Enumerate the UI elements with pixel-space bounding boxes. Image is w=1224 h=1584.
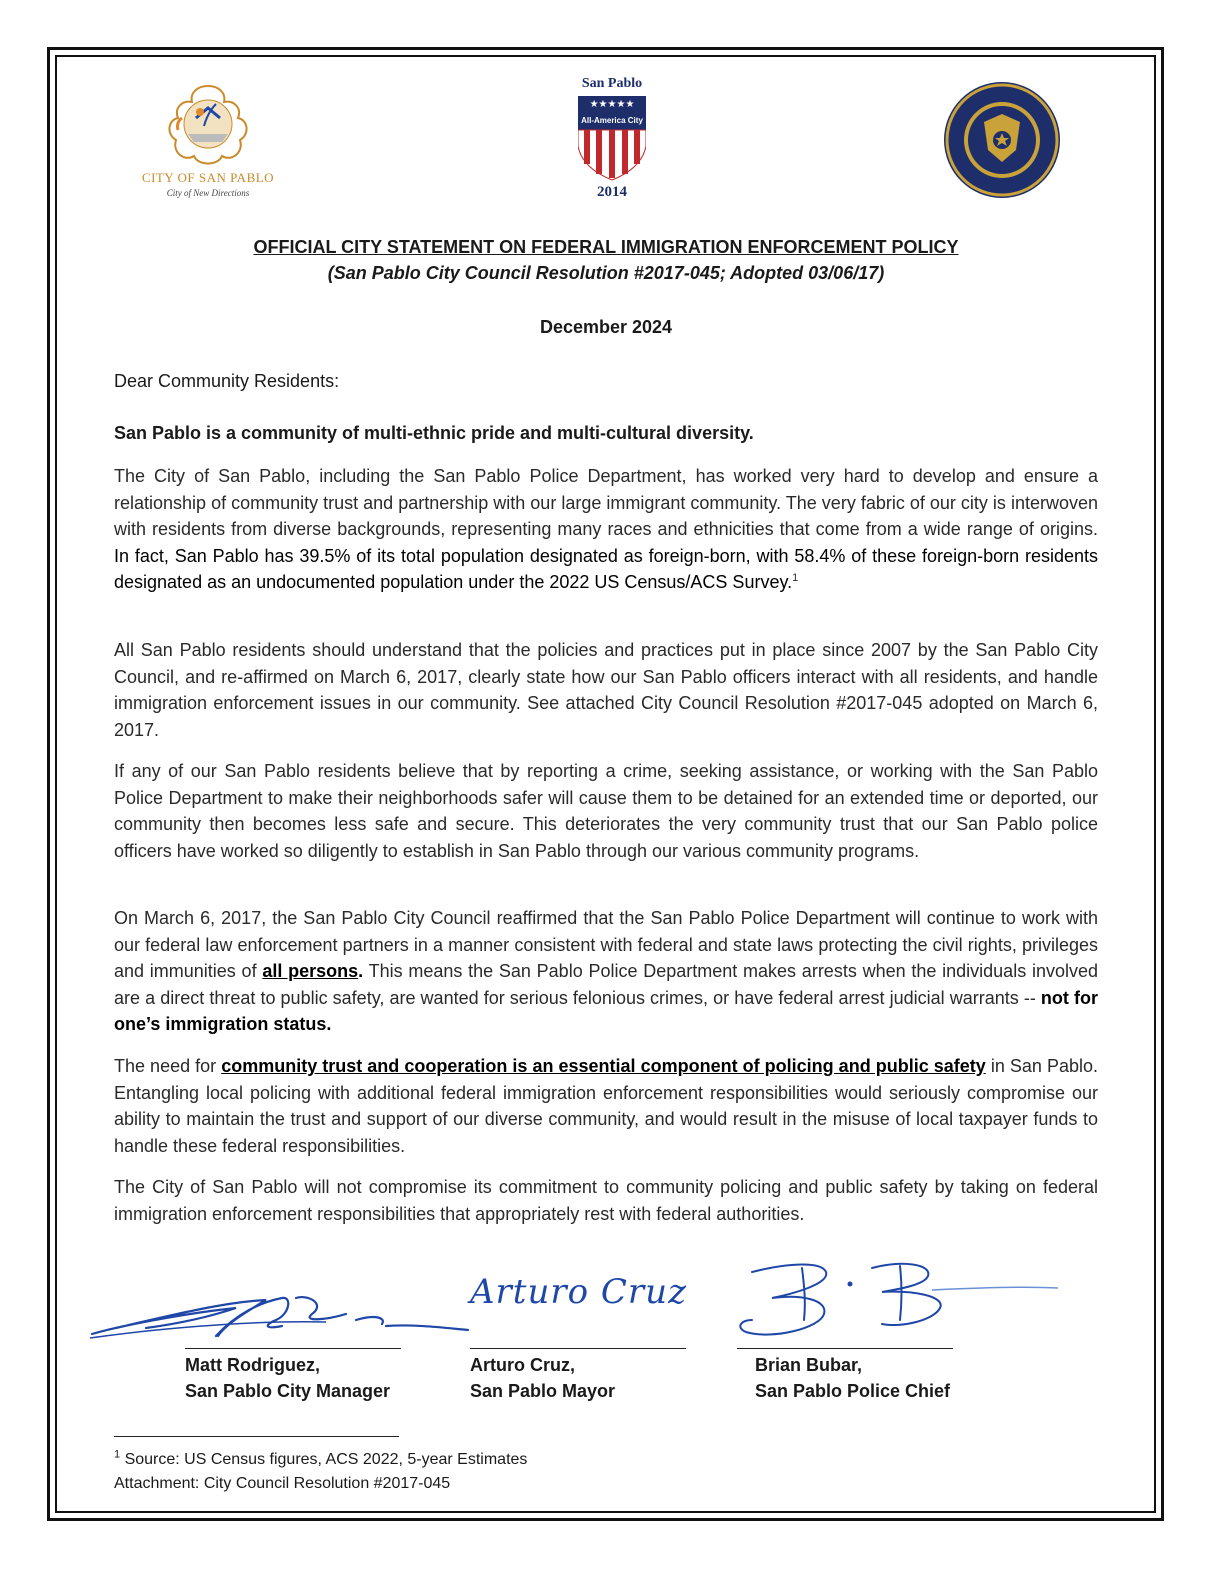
aac-banner: All-America City [581, 116, 643, 125]
footnote-ref: 1 [792, 572, 799, 584]
p5-text-c: in San Pablo. Entangling local policing with additional federal immigration enforcement responsibilities would seriously compromise our ability to maintain the trust and support of our diverse community, and would result in the misuse of local taxpayer funds to handle these federal responsibilities. [114, 1056, 1098, 1156]
p4-emphasis: not for one’s immigration status. [114, 987, 1098, 1034]
signature-line-3 [737, 1348, 953, 1349]
paragraph-1 [114, 463, 1098, 596]
shield-icon [578, 96, 646, 182]
signature-brian-bubar [732, 1254, 1062, 1344]
paragraph-6: The City of San Pablo will not compromise its commitment to community policing and public safety by taking on federal immigration enforcement responsibilities that appropriately rest with federal authorities. [114, 1177, 1098, 1224]
svg-text:★★★★★: ★★★★★ [589, 99, 635, 110]
signatory-1-name: Matt Rodriguez, [185, 1355, 320, 1375]
signatory-2 [470, 1352, 615, 1404]
signature-line-2 [470, 1348, 686, 1349]
aac-year: 2014 [597, 184, 627, 200]
signature-arturo-cruz [470, 1272, 710, 1334]
signature-line-1 [185, 1348, 401, 1349]
p4-period: . [358, 961, 364, 981]
footnote-separator [114, 1436, 399, 1437]
signatory-3-title: San Pablo Police Chief [755, 1381, 951, 1401]
city-logo-name: CITY OF SAN PABLO [141, 170, 275, 185]
p4-all-persons: all persons [262, 961, 359, 981]
signatory-3 [755, 1352, 950, 1404]
san-pablo-police-seal [942, 80, 1062, 200]
p1-statistics: In fact, San Pablo has 39.5% of its total population designated as foreign-born, with 58.4% of these foreign-born residents designated as an undocumented population under the 2022 US Census/ACS Survey. [114, 545, 1098, 592]
paragraph-2: All San Pablo residents should understand that the policies and practices put in place since 2007 by the San Pablo City Council, and re-affirmed on March 6, 2017, clearly state how our San Pablo officers interact with all residents, and handle immigration enforcement issues in our community. See attached City Council Resolution #2017-045 adopted on March 6, 2017. [114, 640, 1098, 740]
page-title: OFFICIAL CITY STATEMENT ON FEDERAL IMMIGRATION ENFORCEMENT POLICY [253, 237, 959, 257]
p5-emphasis: community trust and cooperation is an essential component of policing and public safety [221, 1056, 986, 1076]
signatory-1 [185, 1352, 390, 1404]
p5-text-a: The need for [114, 1056, 222, 1076]
signature-matt-rodriguez [86, 1284, 471, 1350]
all-america-city-logo [548, 76, 676, 206]
paragraph-3: If any of our San Pablo residents believe that by reporting a crime, seeking assistance, or working with the San Pablo Police Department to make their neighborhoods safer will cause them to be detained for an extended time or deported, our community then becomes less safe and secure. This deteriorates the very community trust that our San Pablo police officers have worked so diligently to establish in San Pablo through our various community programs. [114, 761, 1098, 861]
p4-text-a: On March 6, 2017, the San Pablo City Council reaffirmed that the San Pablo Police Department will continue to work with our federal law enforcement partners in a manner consistent with federal and state laws protecting the civil rights, privileges and immunities of [114, 908, 1098, 981]
attachment-note: Attachment: City Council Resolution #2017-045 [114, 1475, 451, 1492]
footnote-number: 1 [114, 1448, 121, 1461]
statement-date: December 2024 [539, 317, 673, 337]
signatory-1-title: San Pablo City Manager [185, 1381, 391, 1401]
city-emblem-icon [138, 82, 278, 172]
signature-arturo-cruz-script: Arturo Cruz [470, 1272, 687, 1312]
signatory-2-title: San Pablo Mayor [470, 1381, 616, 1401]
signatory-2-name: Arturo Cruz, [470, 1355, 575, 1375]
police-badge-icon [942, 80, 1062, 200]
page-subtitle: (San Pablo City Council Resolution #2017-045; Adopted 03/06/17) [327, 263, 885, 283]
salutation: Dear Community Residents: [114, 371, 340, 391]
p4-text-d: This means the San Pablo Police Department makes arrests when the individuals involved are a direct threat to public safety, are wanted for serious felonious crimes, or have federal arrest judicial warrants -- [114, 961, 1098, 1008]
footnote-text: Source: US Census figures, ACS 2022, 5-year Estimates [120, 1451, 528, 1468]
city-of-san-pablo-logo [138, 82, 278, 206]
city-logo-tagline: City of New Directions [166, 188, 250, 198]
signatory-3-name: Brian Bubar, [755, 1355, 863, 1375]
lead-statement: San Pablo is a community of multi-ethnic pride and multi-cultural diversity. [114, 423, 754, 443]
paragraph-5 [114, 1053, 1098, 1159]
paragraph-4 [114, 905, 1098, 1038]
footnote [114, 1448, 528, 1469]
p1-text: The City of San Pablo, including the San Pablo Police Department, has worked very hard to develop and ensure a relationship of community trust and partnership with our large immigrant community. The very fabric of our city is interwoven with residents from diverse backgrounds, representing many races and ethnicities that come from a wide range of origins. [114, 466, 1098, 539]
aac-city-name: San Pablo [581, 76, 643, 91]
